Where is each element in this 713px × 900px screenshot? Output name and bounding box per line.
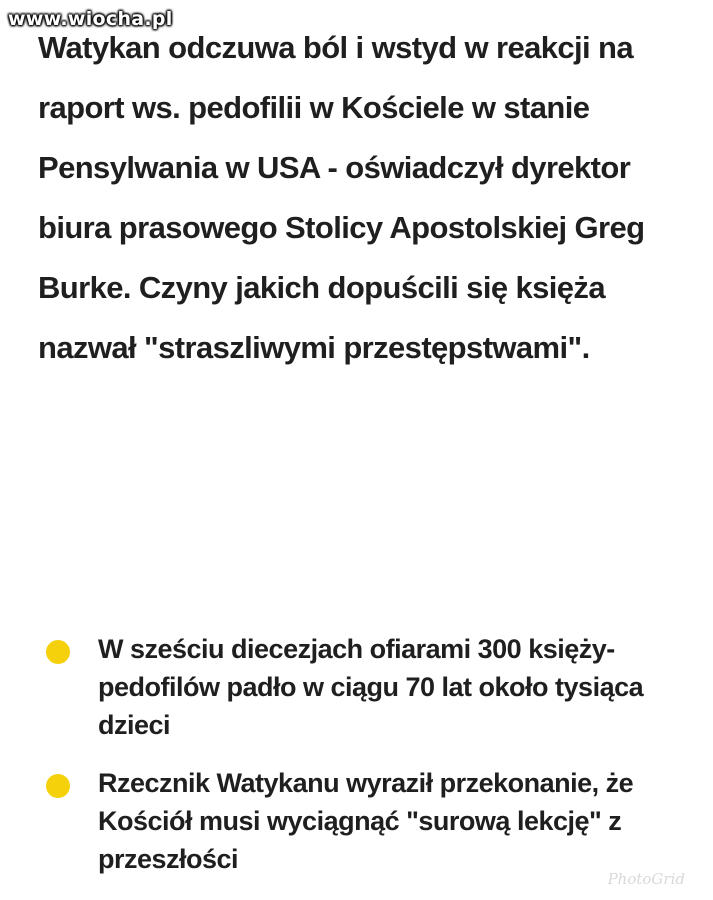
- site-watermark: www.wiocha.pl: [8, 8, 173, 30]
- key-point-item: [46, 764, 696, 878]
- app-watermark: PhotoGrid: [607, 870, 685, 888]
- key-point-text: W sześciu diecezjach ofiarami 300 księży-pedofilów padło w ciągu 70 lat około tysiąca dzieci: [98, 634, 644, 740]
- key-point-text: Rzecznik Watykanu wyraził przekonanie, że Kościół musi wyciągnąć "surową lekcję" z przeszłości: [98, 768, 634, 874]
- key-point-item: [46, 630, 696, 744]
- key-points-list: [46, 630, 696, 898]
- bullet-dot-icon: [46, 774, 70, 798]
- lead-paragraph: Watykan odczuwa ból i wstyd w reakcji na raport ws. pedofilii w Kościele w stanie Pensylwania w USA - oświadczył dyrektor biura prasowego Stolicy Apostolskiej Greg Burke. Czyny jakich dopuścili się księża nazwał "straszliwymi przestępstwami".: [38, 30, 645, 365]
- bullet-dot-icon: [46, 640, 70, 664]
